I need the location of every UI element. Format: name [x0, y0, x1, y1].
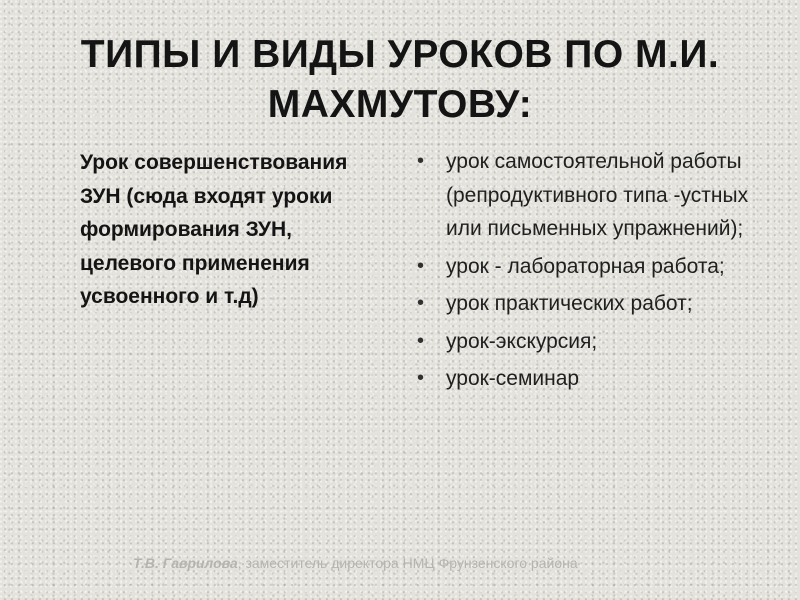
footer-author: Т.В. Гаврилова — [133, 555, 238, 571]
lesson-kinds-list — [412, 145, 772, 396]
list-item-text: урок самостоятельной работы (репродуктивного типа -устных или письменных упражнений); — [446, 150, 749, 240]
list-item — [412, 287, 772, 321]
lesson-type-description: Урок совершенствования ЗУН (сюда входят уроки формирования ЗУН, целевого применения усвоенного и т.д) — [80, 151, 348, 308]
footer-role: , заместитель директора НМЦ Фрунзенского района — [237, 555, 578, 571]
list-item-text: урок-семинар — [446, 367, 580, 390]
list-item — [412, 250, 772, 284]
list-item-text: урок - лабораторная работа; — [446, 254, 725, 278]
list-item — [412, 325, 772, 359]
bullet-icon: • — [417, 367, 425, 389]
list-item — [412, 362, 772, 396]
list-item-text: урок практических работ; — [446, 292, 693, 315]
bullet-icon: • — [417, 292, 425, 314]
slide-footer — [133, 553, 578, 573]
list-item-text: урок-экскурсия; — [446, 329, 598, 353]
slide-title: ТИПЫ И ВИДЫ УРОКОВ ПО М.И. МАХМУТОВУ: — [80, 33, 720, 126]
list-item — [412, 145, 772, 246]
bullet-icon: • — [417, 150, 425, 172]
bullet-icon: • — [417, 329, 425, 352]
bullet-icon: • — [417, 254, 425, 277]
